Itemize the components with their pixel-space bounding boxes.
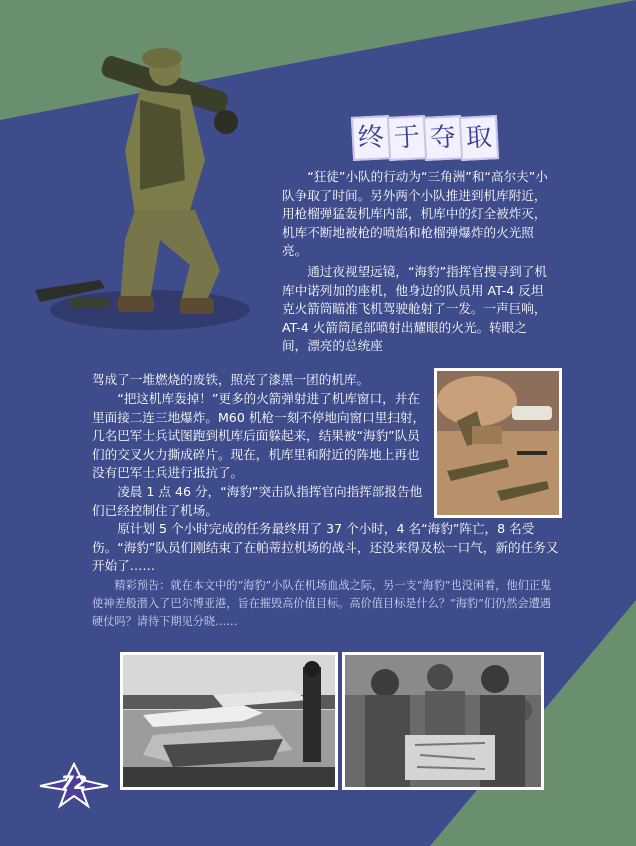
airfield-wreck-photo [120,652,338,790]
article-title [350,112,500,160]
preview-text: 精彩预告：就在本文中的“海豹”小队在机场血战之际，另一支“海豹”也没闲着，他们正鬼使神差般潜入了巴尔博亚港，旨在摧毁高价值目标。高价值目标是什么？“海豹”们仍然会遭遇硬仗吗？请待下期见分晓…… [92,579,552,628]
title-char: 取 [459,115,499,161]
paragraph: 驾成了一堆燃烧的废铁，照亮了漆黑一团的机库。 [92,372,370,387]
article-text-bottom [92,520,560,576]
article-text-mid [92,390,428,520]
paragraph: 凌晨 1 点 46 分，“海豹”突击队指挥官向指挥部报告他们已经控制住了机场。 [92,483,423,518]
article-text-continue [92,371,432,390]
paragraph: 原计划 5 个小时完成的任务最终用了 37 个小时，4 名“海豹”阵亡，8 名受伤。“海豹”队员们刚结束了在帕蒂拉机场的战斗，还没来得及松一口气，新的任务又开始了…… [92,521,559,574]
title-char: 夺 [423,115,463,161]
article-text-top [282,168,550,356]
next-issue-preview [92,577,562,631]
page-number: 72 [60,772,88,794]
soldier-illustration [30,40,260,340]
paragraph: “把这机库轰掉！”更多的火箭弹射进了机库窗口，并在里面接二连三地爆炸。M60 机枪一刻不停地向窗口里扫射，几名巴军士兵试图跑到机库后面躲起来，结果被“海豹”队员们的交叉火力撕成碎片。现在，机库里和附近的阵地上再也没有巴军士兵进行抵抗了。 [92,391,426,481]
title-char: 于 [387,115,427,161]
paragraph: “狂徒”小队的行动为“三角洲”和“高尔夫”小队争取了时间。另外两个小队推进到机库附近，用枪榴弹猛轰机库内部，机库中的灯全被炸灭，机库不断地被枪的喷焰和枪榴弹爆炸的火光照亮。 [282,169,548,259]
paragraph: 通过夜视望远镜，“海豹”指挥官搜寻到了机库中诺列加的座机，他身边的队员用 AT-4 反坦克火箭筒瞄准飞机驾驶舱射了一发。一声巨响，AT-4 火箭筒尾部喷射出耀眼的火光。转眼之间，漂亮的总统座 [282,263,547,354]
title-char: 终 [351,115,391,161]
battle-painting [434,368,562,518]
page-number-badge [38,760,110,810]
commanders-map-photo [342,652,544,790]
